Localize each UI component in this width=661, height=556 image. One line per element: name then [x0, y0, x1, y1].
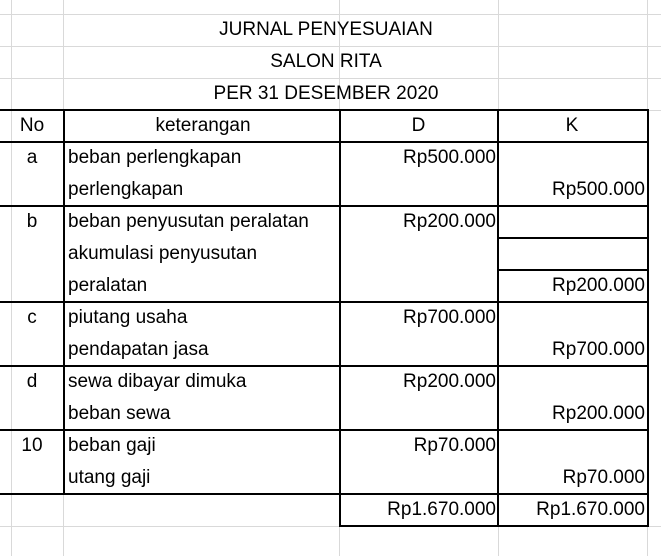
- cell-debit[interactable]: [341, 270, 496, 302]
- cell-no[interactable]: [0, 238, 64, 270]
- cell-kredit[interactable]: [499, 142, 645, 174]
- period-label[interactable]: PER 31 DESEMBER 2020: [213, 83, 439, 104]
- cell-keterangan[interactable]: sewa dibayar dimuka: [68, 371, 247, 392]
- cell-debit[interactable]: Rp70.000: [413, 435, 496, 456]
- cell-debit[interactable]: [341, 334, 496, 366]
- cell-keterangan[interactable]: akumulasi penyusutan: [68, 243, 258, 264]
- cell-no[interactable]: [0, 462, 64, 494]
- total-debit[interactable]: Rp1.670.000: [387, 499, 496, 520]
- cell-no[interactable]: 10: [21, 435, 43, 456]
- cell-kredit[interactable]: Rp200.000: [552, 275, 645, 296]
- table-border: [647, 109, 649, 527]
- cell-no[interactable]: b: [26, 211, 38, 232]
- cell-no[interactable]: a: [26, 147, 38, 168]
- cell-kredit[interactable]: Rp200.000: [552, 403, 645, 424]
- cell-no[interactable]: [0, 334, 64, 366]
- cell-kredit[interactable]: [499, 238, 645, 270]
- cell-debit[interactable]: [341, 238, 496, 270]
- header-kredit[interactable]: K: [565, 115, 579, 136]
- cell-keterangan[interactable]: utang gaji: [68, 467, 151, 488]
- cell-keterangan[interactable]: beban penyusutan peralatan: [68, 211, 309, 232]
- cell-debit[interactable]: [341, 398, 496, 430]
- cell-debit[interactable]: Rp500.000: [403, 147, 496, 168]
- cell-no[interactable]: c: [27, 307, 37, 328]
- cell-kredit[interactable]: Rp70.000: [562, 467, 645, 488]
- cell-keterangan[interactable]: pendapatan jasa: [68, 339, 209, 360]
- cell-kredit[interactable]: [499, 430, 645, 462]
- cell-keterangan[interactable]: piutang usaha: [68, 307, 188, 328]
- total-kredit[interactable]: Rp1.670.000: [536, 499, 645, 520]
- cell-keterangan[interactable]: peralatan: [68, 275, 148, 296]
- journal-title[interactable]: JURNAL PENYESUAIAN: [219, 19, 433, 40]
- cell-debit[interactable]: [341, 174, 496, 206]
- cell-no[interactable]: d: [26, 371, 38, 392]
- company-name[interactable]: SALON RITA: [270, 51, 382, 72]
- cell-debit[interactable]: Rp700.000: [403, 307, 496, 328]
- cell-keterangan[interactable]: beban perlengkapan: [68, 147, 242, 168]
- cell-keterangan[interactable]: perlengkapan: [68, 179, 184, 200]
- cell-kredit[interactable]: [499, 366, 645, 398]
- cell-no[interactable]: [0, 398, 64, 430]
- cell-no[interactable]: [0, 270, 64, 302]
- cell-kredit[interactable]: Rp500.000: [552, 179, 645, 200]
- header-no[interactable]: No: [19, 115, 45, 136]
- header-keterangan[interactable]: keterangan: [155, 115, 251, 136]
- cell-debit[interactable]: Rp200.000: [403, 211, 496, 232]
- cell-no[interactable]: [0, 174, 64, 206]
- cell-debit[interactable]: [341, 462, 496, 494]
- cell-kredit[interactable]: [499, 206, 645, 238]
- cell-debit[interactable]: Rp200.000: [403, 371, 496, 392]
- cell-keterangan[interactable]: beban gaji: [68, 435, 156, 456]
- cell-kredit[interactable]: Rp700.000: [552, 339, 645, 360]
- cell-keterangan[interactable]: beban sewa: [68, 403, 171, 424]
- cell-kredit[interactable]: [499, 302, 645, 334]
- header-debit[interactable]: D: [411, 115, 426, 136]
